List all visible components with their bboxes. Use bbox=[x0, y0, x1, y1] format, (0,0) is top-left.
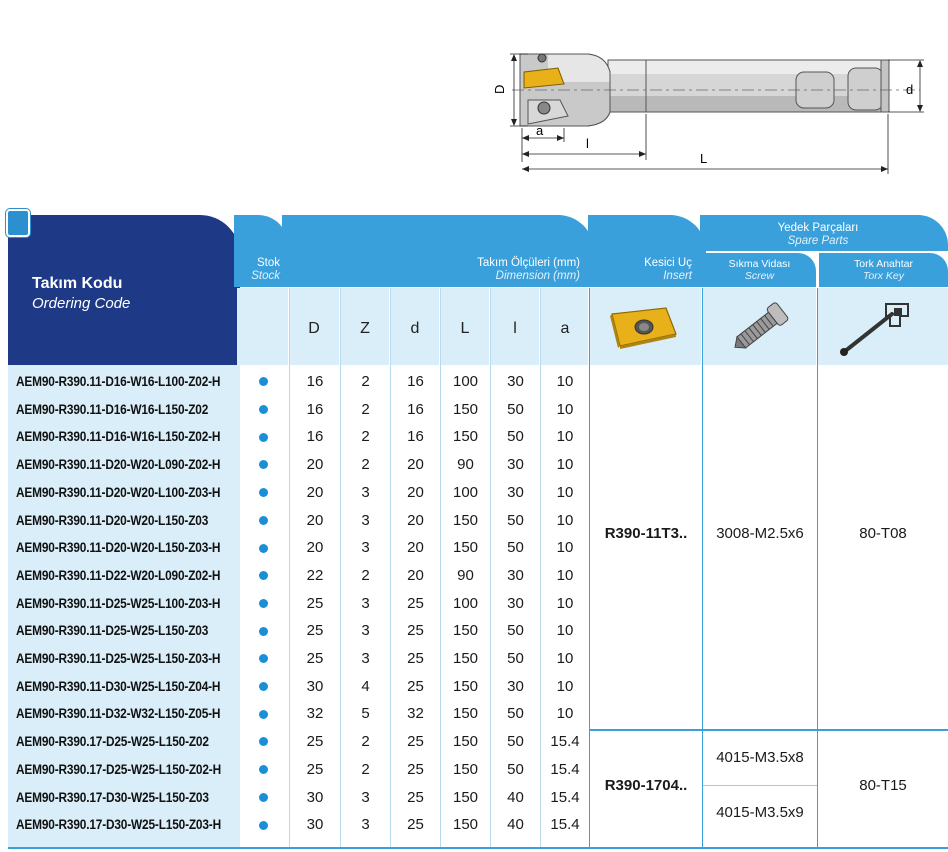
dim-cell-D: 25 bbox=[306, 760, 324, 778]
dim-col-L: L bbox=[460, 320, 470, 337]
col-divider bbox=[390, 288, 391, 849]
ordering-code-cell: AEM90-R390.11-D22-W20-L090-Z02-H bbox=[16, 567, 221, 583]
dim-cell-D: 25 bbox=[306, 594, 324, 612]
torx-key-icon bbox=[834, 298, 924, 360]
key-group-1: 80-T08 bbox=[859, 525, 907, 542]
dim-cell-Z: 2 bbox=[361, 733, 370, 751]
col-divider bbox=[589, 288, 590, 849]
dim-cell-L: 100 bbox=[452, 483, 479, 501]
dim-cell-l: 50 bbox=[507, 539, 524, 557]
dim-cell-L: 150 bbox=[452, 511, 479, 529]
dim-label-d: d bbox=[906, 82, 914, 97]
table-bottom-border bbox=[8, 847, 948, 849]
dim-cell-Z: 2 bbox=[361, 373, 370, 390]
dim-cell-L: 150 bbox=[452, 677, 479, 695]
dim-cell-l: 30 bbox=[507, 566, 524, 584]
dim-cell-a: 10 bbox=[556, 456, 574, 474]
dim-col-D: D bbox=[308, 320, 320, 337]
dim-cell-l: 50 bbox=[507, 760, 524, 778]
insert-icon bbox=[606, 304, 680, 350]
insert-group-2: R390-1704.. bbox=[604, 777, 688, 794]
dim-cell-l: 30 bbox=[507, 594, 524, 612]
ordering-code-cell: AEM90-R390.11-D16-W16-L150-Z02-H bbox=[16, 429, 221, 445]
dim-cell-a: 10 bbox=[556, 400, 574, 418]
dim-cell-L: 150 bbox=[452, 816, 479, 834]
dim-cell-a: 10 bbox=[556, 483, 574, 501]
key-group-2: 80-T15 bbox=[859, 777, 907, 794]
dim-cell-d: 20 bbox=[407, 511, 424, 529]
dim-cell-a: 15.4 bbox=[550, 733, 580, 751]
ordering-code-cell: AEM90-R390.11-D20-W20-L100-Z03-H bbox=[16, 484, 221, 500]
dim-cell-L: 150 bbox=[452, 705, 479, 723]
dim-cell-d: 25 bbox=[407, 677, 424, 695]
insert-label-en: Insert bbox=[663, 270, 692, 282]
dim-cell-Z: 3 bbox=[361, 511, 370, 529]
dim-cell-l: 30 bbox=[507, 677, 524, 695]
corner-tab-icon bbox=[6, 209, 30, 237]
dim-label-l: l bbox=[586, 136, 589, 151]
dim-cell-Z: 2 bbox=[361, 400, 370, 418]
dim-cell-Z: 5 bbox=[361, 705, 370, 723]
ordering-code-cell: AEM90-R390.11-D20-W20-L090-Z02-H bbox=[16, 457, 221, 473]
dim-cell-L: 150 bbox=[452, 760, 479, 778]
spare-parts-header bbox=[700, 215, 948, 251]
dim-cell-L: 150 bbox=[452, 400, 479, 418]
dim-cell-D: 16 bbox=[306, 400, 324, 418]
screw-group-2b: 4015-M3.5x9 bbox=[716, 804, 804, 821]
dim-cell-a: 15.4 bbox=[550, 816, 580, 834]
dim-label-a: a bbox=[536, 123, 544, 138]
stock-dot-icon bbox=[259, 627, 268, 636]
dim-cell-d: 20 bbox=[407, 566, 424, 584]
stock-dot-icon bbox=[259, 516, 268, 525]
dim-cell-D: 16 bbox=[306, 428, 324, 446]
dim-cell-a: 10 bbox=[556, 566, 574, 584]
insert-label-tr: Kesici Uç bbox=[644, 257, 692, 269]
screw-divider bbox=[703, 785, 817, 786]
dim-cell-L: 100 bbox=[452, 594, 479, 612]
dim-cell-l: 30 bbox=[507, 373, 524, 390]
torx-key-header bbox=[819, 253, 948, 287]
col-divider bbox=[440, 288, 441, 849]
ordering-code-cell: AEM90-R390.17-D30-W25-L150-Z03-H bbox=[16, 817, 221, 833]
dim-cell-Z: 3 bbox=[361, 650, 370, 667]
dim-cell-Z: 3 bbox=[361, 816, 370, 834]
dim-cell-L: 150 bbox=[452, 788, 479, 806]
dim-cell-D: 20 bbox=[306, 511, 324, 529]
stock-dot-icon bbox=[259, 544, 268, 553]
dim-col-l: l bbox=[513, 320, 517, 337]
dim-cell-Z: 3 bbox=[361, 622, 370, 640]
dim-cell-a: 10 bbox=[556, 511, 574, 529]
dim-cell-D: 25 bbox=[306, 733, 324, 751]
screw-icon bbox=[726, 298, 796, 356]
dim-cell-D: 25 bbox=[306, 650, 324, 667]
dim-label-D: D bbox=[492, 84, 507, 94]
stock-label-tr: Stok bbox=[256, 257, 280, 269]
dim-label-L: L bbox=[700, 151, 708, 166]
dim-cell-l: 50 bbox=[507, 622, 524, 640]
dim-cell-L: 90 bbox=[457, 566, 474, 584]
dim-cell-a: 10 bbox=[556, 622, 574, 640]
dim-cell-D: 22 bbox=[306, 566, 324, 584]
tool-drawing bbox=[488, 42, 928, 177]
dim-cell-Z: 2 bbox=[361, 566, 370, 584]
stock-dot-icon bbox=[259, 821, 268, 830]
dim-cell-Z: 3 bbox=[361, 594, 370, 612]
dim-cell-l: 50 bbox=[507, 428, 524, 446]
dim-cell-d: 16 bbox=[407, 400, 424, 418]
col-divider bbox=[340, 288, 341, 849]
stock-label-en: Stock bbox=[251, 270, 280, 282]
dim-cell-L: 90 bbox=[457, 456, 474, 474]
dim-cell-d: 25 bbox=[407, 733, 424, 751]
dim-cell-a: 10 bbox=[556, 594, 574, 612]
stock-dot-icon bbox=[259, 405, 268, 414]
col-divider bbox=[817, 288, 818, 849]
dim-cell-a: 10 bbox=[556, 428, 574, 446]
stock-dot-icon bbox=[259, 599, 268, 608]
ordering-code-header bbox=[8, 215, 240, 365]
ordering-code-cell: AEM90-R390.11-D30-W25-L150-Z04-H bbox=[16, 678, 221, 694]
spare-parts-label-tr: Yedek Parçaları bbox=[777, 222, 859, 234]
dim-cell-d: 32 bbox=[407, 705, 424, 723]
dim-cell-D: 20 bbox=[306, 456, 324, 474]
ordering-code-cell: AEM90-R390.11-D25-W25-L150-Z03 bbox=[16, 623, 209, 639]
dim-cell-D: 25 bbox=[306, 622, 324, 640]
dim-cell-l: 50 bbox=[507, 733, 524, 751]
insert-header bbox=[588, 215, 706, 287]
dim-cell-l: 40 bbox=[507, 816, 524, 834]
stock-header bbox=[234, 215, 288, 287]
stock-subheader bbox=[237, 288, 288, 365]
ordering-code-cell: AEM90-R390.17-D25-W25-L150-Z02-H bbox=[16, 761, 221, 777]
dim-cell-d: 25 bbox=[407, 816, 424, 834]
dim-cell-a: 15.4 bbox=[550, 788, 580, 806]
screw-group-1: 3008-M2.5x6 bbox=[716, 525, 804, 542]
dim-cell-Z: 3 bbox=[361, 539, 370, 557]
screw-group-2a: 4015-M3.5x8 bbox=[716, 749, 804, 766]
dim-cell-d: 25 bbox=[407, 788, 424, 806]
ordering-code-cell: AEM90-R390.11-D25-W25-L100-Z03-H bbox=[16, 595, 221, 611]
dim-cell-D: 30 bbox=[306, 788, 324, 806]
dim-cell-d: 20 bbox=[407, 539, 424, 557]
screw-label-en: Screw bbox=[744, 270, 775, 282]
dim-cell-d: 25 bbox=[407, 650, 424, 667]
dim-cell-a: 10 bbox=[556, 373, 574, 390]
dim-cell-d: 20 bbox=[407, 483, 424, 501]
dim-cell-l: 50 bbox=[507, 511, 524, 529]
dim-col-Z: Z bbox=[360, 320, 370, 337]
ordering-code-cell: AEM90-R390.17-D30-W25-L150-Z03 bbox=[16, 789, 209, 805]
col-divider bbox=[490, 288, 491, 849]
dim-cell-a: 10 bbox=[556, 677, 574, 695]
dim-cell-l: 30 bbox=[507, 483, 524, 501]
spare-parts-label-en: Spare Parts bbox=[787, 235, 849, 247]
dim-cell-l: 40 bbox=[507, 788, 524, 806]
dim-cell-l: 50 bbox=[507, 705, 524, 723]
dimension-header bbox=[282, 215, 594, 287]
dim-cell-l: 50 bbox=[507, 650, 524, 667]
dim-cell-Z: 3 bbox=[361, 788, 370, 806]
dim-cell-L: 150 bbox=[452, 650, 479, 667]
torx-key-label-tr: Tork Anahtar bbox=[854, 258, 913, 270]
dim-cell-Z: 2 bbox=[361, 428, 370, 446]
ordering-code-title-tr: Takım Kodu bbox=[32, 275, 123, 292]
group-divider bbox=[590, 729, 948, 731]
dim-cell-L: 150 bbox=[452, 539, 479, 557]
dim-cell-Z: 4 bbox=[361, 677, 370, 695]
stock-dot-icon bbox=[259, 710, 268, 719]
dim-cell-Z: 2 bbox=[361, 456, 370, 474]
dim-cell-d: 16 bbox=[407, 428, 424, 446]
ordering-code-cell: AEM90-R390.11-D20-W20-L150-Z03-H bbox=[16, 540, 221, 556]
insert-group-1: R390-11T3.. bbox=[604, 525, 688, 542]
dim-cell-D: 30 bbox=[306, 677, 324, 695]
col-divider bbox=[540, 288, 541, 849]
dim-cell-D: 32 bbox=[306, 705, 324, 723]
dim-cell-d: 20 bbox=[407, 456, 424, 474]
dim-cell-Z: 2 bbox=[361, 760, 370, 778]
dim-cell-a: 10 bbox=[556, 539, 574, 557]
dim-cell-a: 15.4 bbox=[550, 760, 580, 778]
ordering-code-cell: AEM90-R390.11-D16-W16-L100-Z02-H bbox=[16, 374, 221, 389]
ordering-code-cell: AEM90-R390.11-D16-W16-L150-Z02 bbox=[16, 401, 209, 417]
dim-cell-Z: 3 bbox=[361, 483, 370, 501]
ordering-code-title-en: Ordering Code bbox=[32, 295, 131, 312]
dim-cell-L: 100 bbox=[452, 373, 479, 390]
dim-cell-d: 16 bbox=[407, 373, 424, 390]
dim-col-d: d bbox=[410, 320, 420, 337]
dim-cell-d: 25 bbox=[407, 594, 424, 612]
ordering-code-cell: AEM90-R390.11-D20-W20-L150-Z03 bbox=[16, 512, 209, 528]
ordering-code-cell: AEM90-R390.11-D32-W32-L150-Z05-H bbox=[16, 706, 221, 722]
dim-cell-d: 25 bbox=[407, 760, 424, 778]
dim-cell-D: 20 bbox=[306, 539, 324, 557]
dim-col-a: a bbox=[560, 320, 570, 337]
screw-header bbox=[703, 253, 816, 287]
dim-cell-a: 10 bbox=[556, 650, 574, 667]
dim-cell-a: 10 bbox=[556, 705, 574, 723]
dim-cell-L: 150 bbox=[452, 622, 479, 640]
torx-key-label-en: Torx Key bbox=[862, 270, 905, 282]
dim-cell-l: 30 bbox=[507, 456, 524, 474]
dim-cell-D: 30 bbox=[306, 816, 324, 834]
dim-cell-d: 25 bbox=[407, 622, 424, 640]
stock-dot-icon bbox=[259, 793, 268, 802]
dimension-label-tr: Takım Ölçüleri (mm) bbox=[477, 257, 580, 269]
ordering-code-cell: AEM90-R390.17-D25-W25-L150-Z02 bbox=[16, 734, 209, 750]
stock-dot-icon bbox=[259, 433, 268, 442]
stock-dot-icon bbox=[259, 682, 268, 691]
dim-cell-l: 50 bbox=[507, 400, 524, 418]
ordering-code-cell: AEM90-R390.11-D25-W25-L150-Z03-H bbox=[16, 651, 221, 666]
dim-cell-L: 150 bbox=[452, 428, 479, 446]
col-divider bbox=[289, 288, 290, 849]
dim-cell-D: 16 bbox=[306, 373, 324, 390]
dim-cell-L: 150 bbox=[452, 733, 479, 751]
screw-label-tr: Sıkma Vidası bbox=[728, 258, 791, 270]
dim-cell-D: 20 bbox=[306, 483, 324, 501]
dimension-label-en: Dimension (mm) bbox=[495, 270, 580, 282]
